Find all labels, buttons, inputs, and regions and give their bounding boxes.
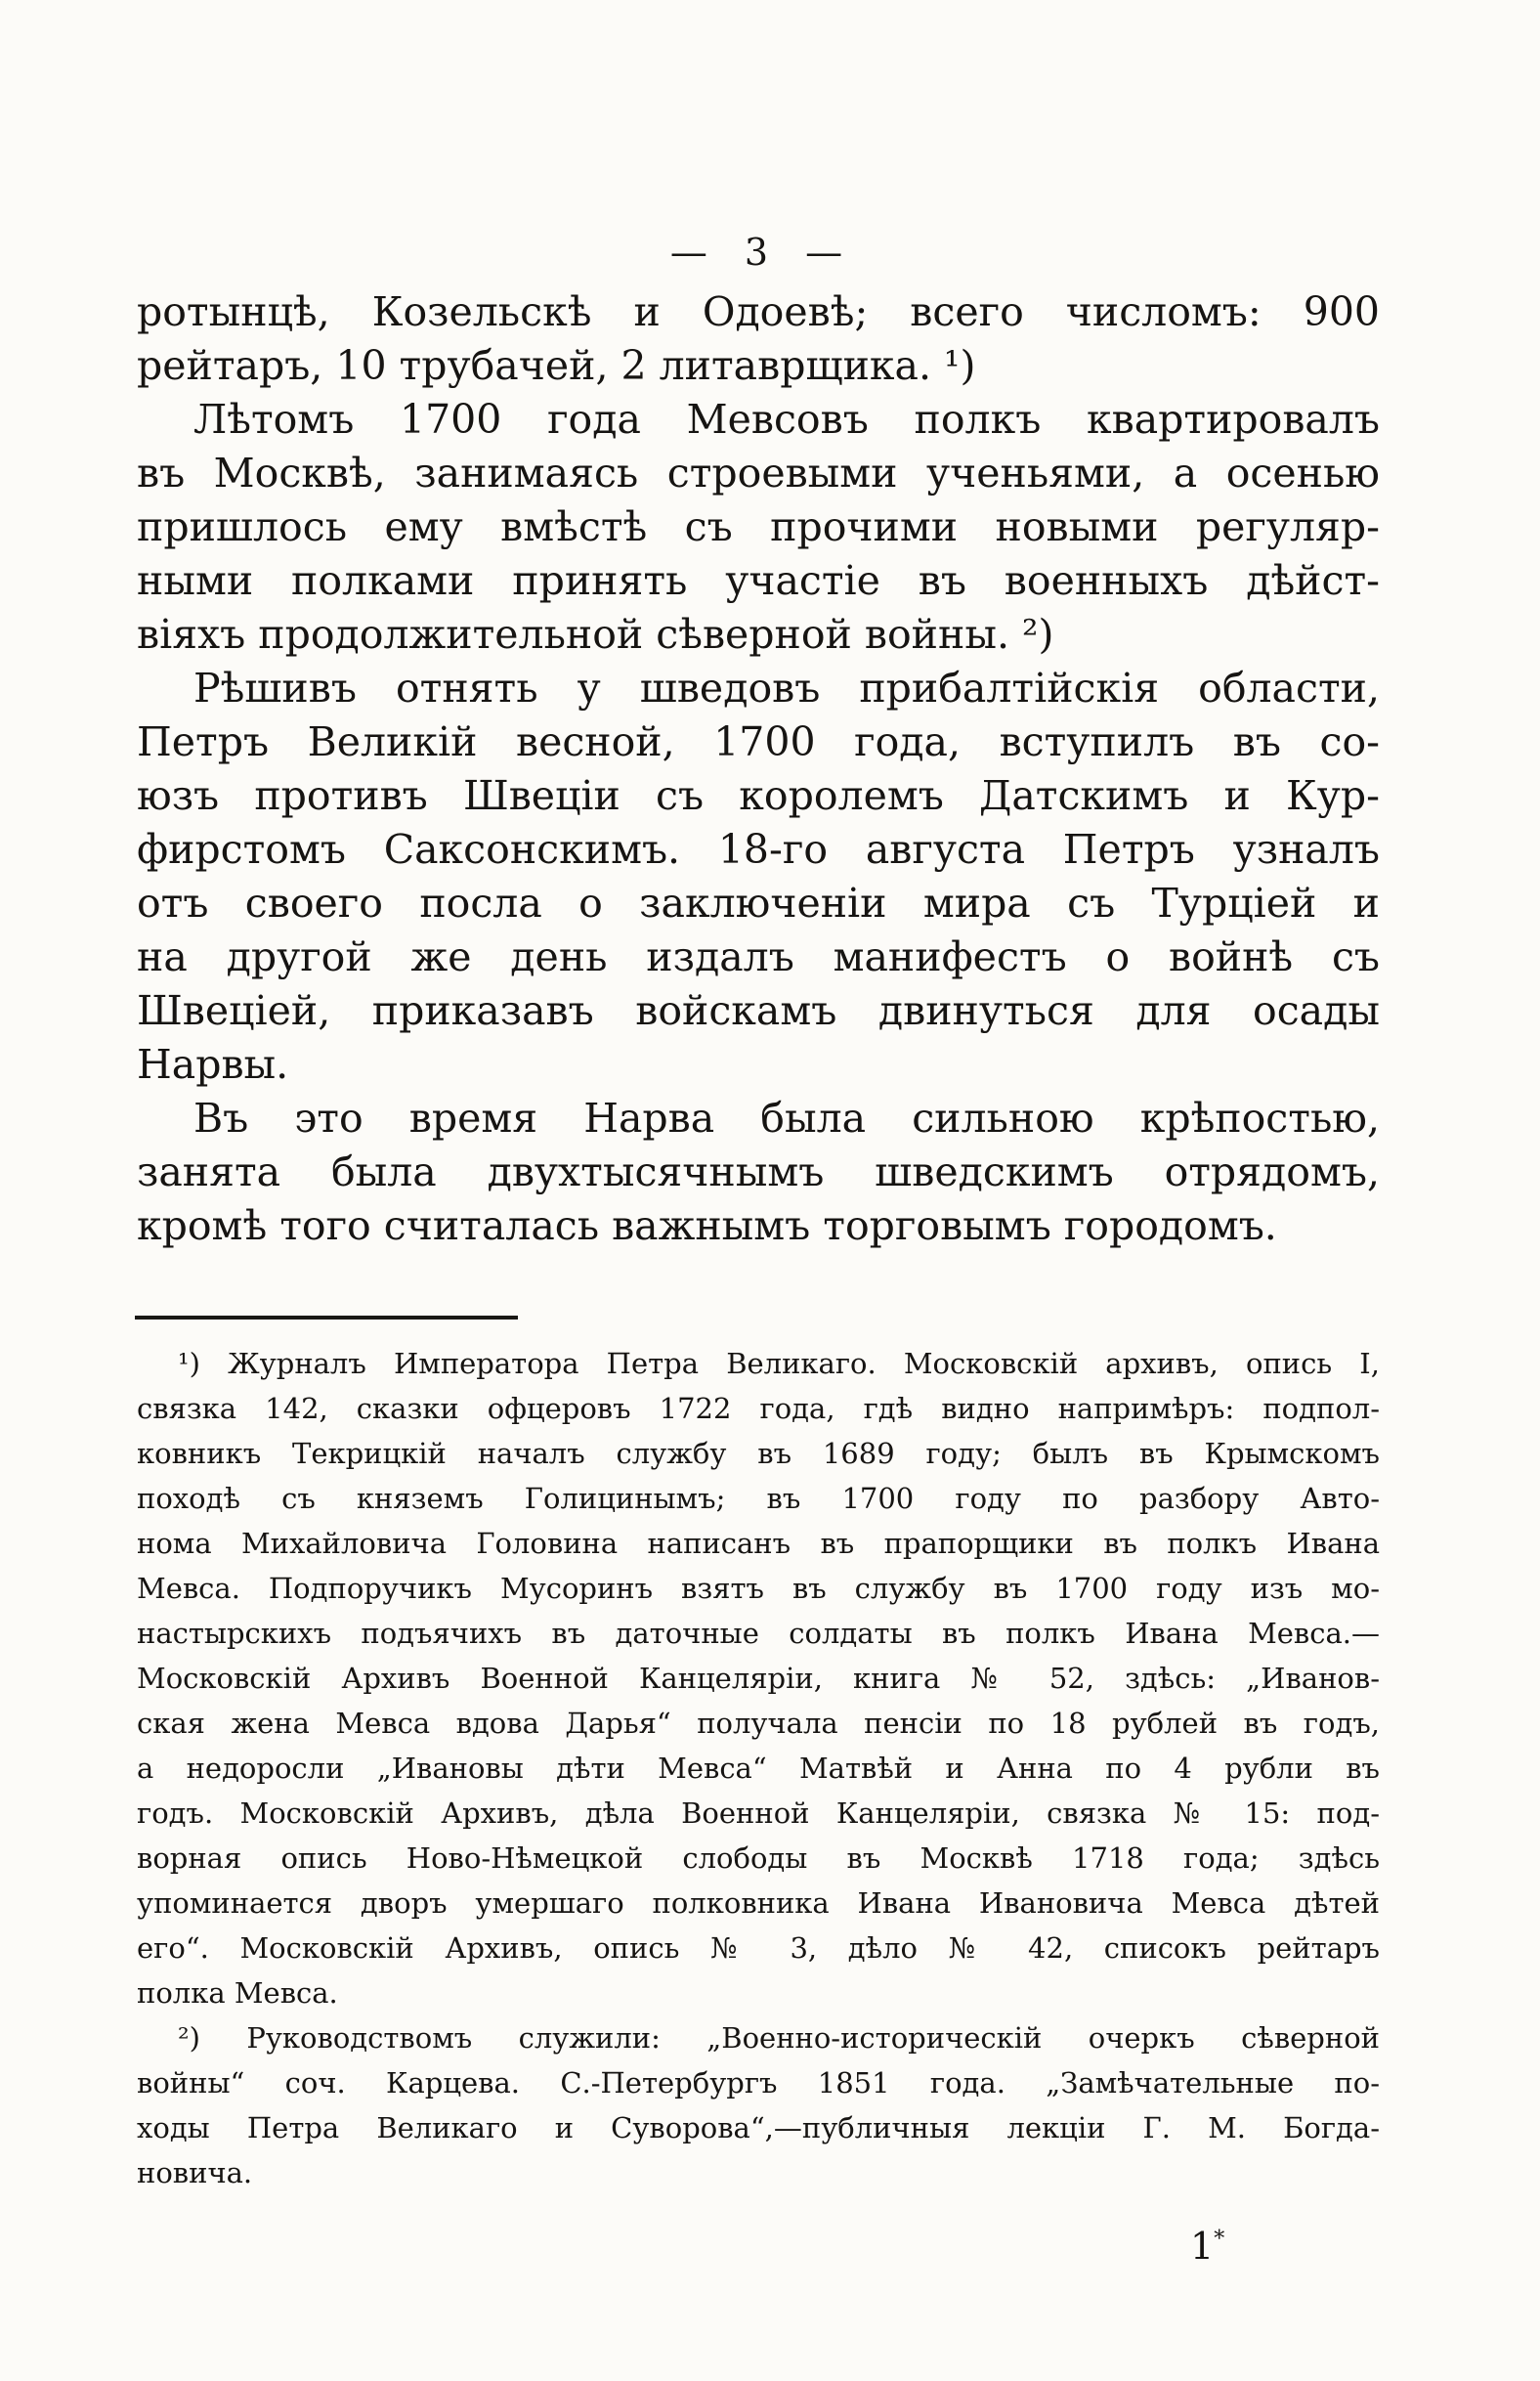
text-line: Лѣтомъ 1700 года Мевсовъ полкъ квартировалъ	[193, 396, 1380, 443]
text-line: ¹) Журналъ Императора Петра Великаго. Московскій архивъ, опись I,	[178, 1347, 1380, 1380]
text-line: походѣ съ княземъ Голицинымъ; въ 1700 году по разбору Авто-	[137, 1482, 1380, 1515]
paragraph	[137, 2015, 1380, 2195]
text-line: ская жена Мевса вдова Дарья“ получала пенсіи по 18 рублей въ годъ,	[137, 1707, 1380, 1740]
text-line: Московскій Архивъ Военной Канцеляріи, книга № 52, здѣсь: „Иванов-	[137, 1662, 1380, 1695]
signature-mark	[1190, 2225, 1224, 2268]
text-line: Швеціей, приказавъ войскамъ двинуться для осады	[137, 987, 1380, 1034]
text-line: фирстомъ Саксонскимъ. 18-го августа Петръ узналъ	[137, 826, 1380, 873]
text-line: упоминается дворъ умершаго полковника Ивана Ивановича Мевса дѣтей	[137, 1886, 1380, 1920]
text-line: віяхъ продолжительной сѣверной войны. ²)	[137, 611, 1054, 658]
text-line: новича.	[137, 2156, 253, 2189]
text-line: полка Мевса.	[137, 1976, 338, 2010]
footnote-separator	[135, 1316, 518, 1320]
paragraph	[137, 285, 1380, 393]
text-line: его“. Московскій Архивъ, опись № 3, дѣло № 42, списокъ рейтаръ	[137, 1931, 1380, 1965]
paragraph	[137, 1092, 1380, 1253]
text-line: ворная опись Ново-Нѣмецкой слободы въ Москвѣ 1718 года; здѣсь	[137, 1841, 1380, 1875]
text-line: связка 142, сказки офцеровъ 1722 года, гдѣ видно напримѣръ: подпол-	[137, 1392, 1380, 1425]
text-line: Нарвы.	[137, 1041, 289, 1088]
text-line: Въ это время Нарва была сильною крѣпостью,	[193, 1095, 1380, 1142]
text-line: Петръ Великій весной, 1700 года, вступилъ въ со-	[137, 718, 1380, 765]
text-line: на другой же день издалъ манифестъ о войнѣ съ	[137, 933, 1380, 980]
text-line: кромѣ того считалась важнымъ торговымъ городомъ.	[137, 1202, 1277, 1249]
text-line: Рѣшивъ отнять у шведовъ прибалтійскія области,	[193, 665, 1380, 712]
text-line: нома Михайловича Головина написанъ въ прапорщики въ полкъ Ивана	[137, 1527, 1380, 1560]
signature-number: 1	[1190, 2225, 1215, 2268]
page-number-header	[137, 231, 1380, 274]
text-line: ковникъ Текрицкій началъ службу въ 1689 году; былъ въ Крымскомъ	[137, 1437, 1380, 1470]
text-line: ходы Петра Великаго и Суворова“,—публичныя лекціи Г. М. Богда-	[137, 2111, 1380, 2144]
text-line: а недоросли „Ивановы дѣти Мевса“ Матвѣй и Анна по 4 рубли въ	[137, 1752, 1380, 1785]
text-line: рейтаръ, 10 трубачей, 2 литаврщика. ¹)	[137, 342, 976, 389]
text-line: пришлось ему вмѣстѣ съ прочими новыми регуляр-	[137, 503, 1380, 550]
footnotes-section	[137, 1341, 1380, 2195]
text-line: войны“ соч. Карцева. С.-Петербургъ 1851 года. „Замѣчательные по-	[137, 2066, 1380, 2100]
text-line: ротынцѣ, Козельскѣ и Одоевѣ; всего числомъ: 900	[137, 288, 1380, 335]
paragraph	[137, 393, 1380, 662]
signature-asterisk: *	[1214, 2227, 1225, 2252]
text-line: въ Москвѣ, занимаясь строевыми ученьями, а осенью	[137, 450, 1380, 497]
text-line: ными полками принять участіе въ военныхъ дѣйст-	[137, 557, 1380, 604]
paragraph	[137, 1341, 1380, 2015]
main-text-block	[137, 285, 1380, 1253]
text-line: настырскихъ подъячихъ въ даточные солдаты въ полкъ Ивана Мевса.—	[137, 1617, 1380, 1650]
paragraph	[137, 662, 1380, 1092]
page-number: — 3 —	[669, 231, 847, 274]
text-line: годъ. Московскій Архивъ, дѣла Военной Канцеляріи, связка № 15: под-	[137, 1797, 1380, 1830]
text-line: юзъ противъ Швеціи съ королемъ Датскимъ и Кур-	[137, 772, 1380, 819]
text-line: занята была двухтысячнымъ шведскимъ отрядомъ,	[137, 1148, 1380, 1195]
text-line: Мевса. Подпоручикъ Мусоринъ взятъ въ службу въ 1700 году изъ мо-	[137, 1572, 1380, 1605]
text-line: ²) Руководствомъ служили: „Военно-историческій очеркъ сѣверной	[178, 2021, 1380, 2055]
text-line: отъ своего посла о заключеніи мира съ Турціей и	[137, 880, 1380, 927]
